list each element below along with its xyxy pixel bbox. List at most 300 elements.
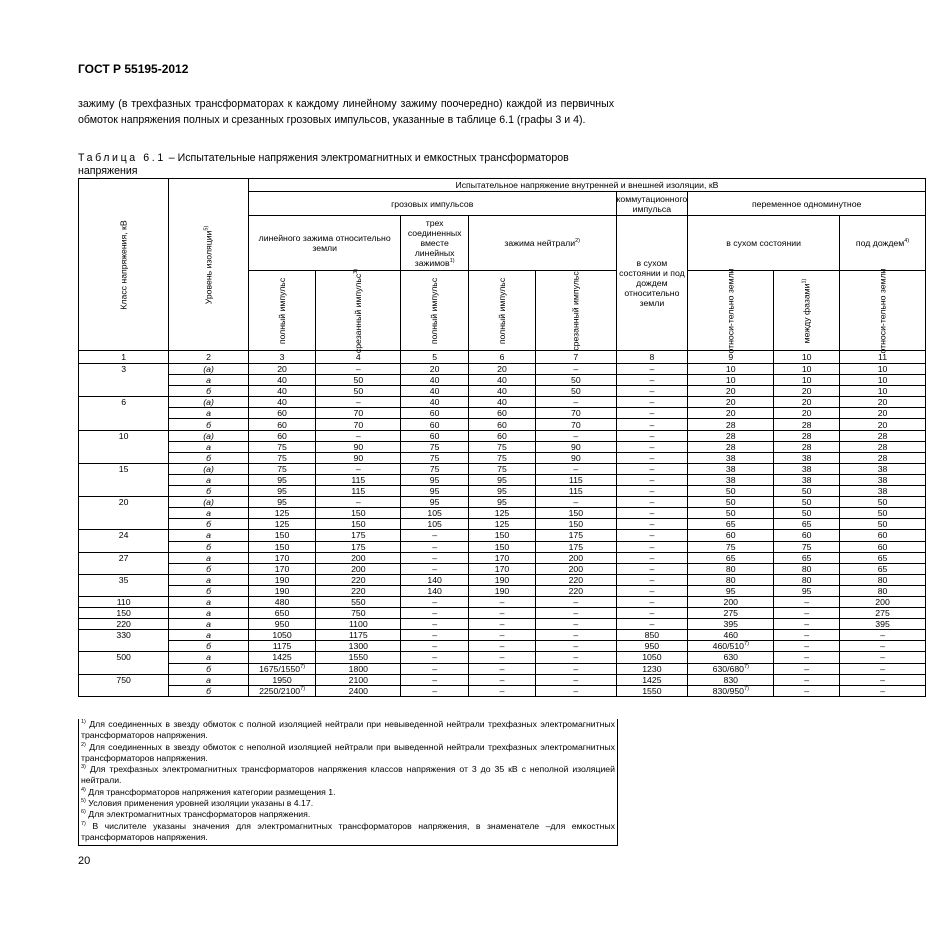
voltage-class-cell: 6 (79, 397, 169, 430)
value-cell: 70 (316, 419, 401, 430)
value-cell: 40 (248, 375, 315, 386)
value-cell: 1425 (616, 674, 688, 685)
document-header: ГОСТ Р 55195-2012 (78, 62, 189, 76)
column-number: 5 (401, 351, 468, 364)
value-cell: 950 (248, 619, 315, 630)
table-row (79, 663, 926, 674)
value-cell: 175 (316, 541, 401, 552)
value-cell: – (774, 674, 840, 685)
header-full-impulse: полный импульс (468, 271, 535, 351)
table-body (79, 351, 926, 697)
voltage-class-cell: 750 (79, 674, 169, 696)
column-number: 3 (248, 351, 315, 364)
value-cell: – (468, 608, 535, 619)
header-three-terminals: трех соединенных вместе линейных зажимов$^{1)}$ (401, 216, 468, 271)
value-cell: 170 (468, 552, 535, 563)
value-cell: 60 (248, 408, 315, 419)
insulation-level-cell: б (169, 419, 249, 430)
value-cell: 190 (468, 585, 535, 596)
value-cell: 80 (840, 585, 926, 596)
value-cell: 95 (248, 474, 315, 485)
value-cell: 275 (688, 608, 774, 619)
value-cell: 950 (616, 641, 688, 652)
table-row (79, 685, 926, 696)
header-dry: в сухом состоянии (688, 216, 840, 271)
value-cell: 20 (688, 386, 774, 397)
value-cell: 40 (401, 386, 468, 397)
value-cell: 80 (688, 574, 774, 585)
value-cell: 28 (840, 441, 926, 452)
table-row (79, 574, 926, 585)
insulation-level-cell: а (169, 652, 249, 663)
footnote: $^{4)}$ Для трансформаторов напряжения категории размещения 1. (81, 786, 336, 797)
value-cell: 170 (248, 563, 315, 574)
insulation-level-cell: а (169, 474, 249, 485)
value-cell: – (774, 619, 840, 630)
value-cell: 65 (840, 563, 926, 574)
value-cell: 95 (468, 486, 535, 497)
value-cell: – (401, 685, 468, 696)
value-cell: 460 (688, 630, 774, 641)
value-cell: 1675/1550$^{7)}$ (248, 663, 315, 674)
value-cell: – (840, 663, 926, 674)
value-cell: 10 (840, 375, 926, 386)
value-cell: 175 (536, 530, 616, 541)
value-cell: – (468, 652, 535, 663)
value-cell: 38 (840, 486, 926, 497)
table-row (79, 585, 926, 596)
value-cell: 95 (248, 497, 315, 508)
test-voltage-table (78, 178, 926, 697)
value-cell: – (536, 608, 616, 619)
value-cell: 170 (468, 563, 535, 574)
value-cell: 20 (401, 364, 468, 375)
voltage-class-cell: 3 (79, 364, 169, 397)
value-cell: 50 (840, 508, 926, 519)
value-cell: 190 (248, 574, 315, 585)
value-cell: – (616, 497, 688, 508)
value-cell: 150 (536, 519, 616, 530)
table-row (79, 619, 926, 630)
table-row (79, 541, 926, 552)
value-cell: 125 (468, 508, 535, 519)
insulation-level-cell: б (169, 663, 249, 674)
table-row (79, 397, 926, 408)
value-cell: 220 (536, 585, 616, 596)
value-cell: 28 (688, 441, 774, 452)
insulation-level-cell: (а) (169, 430, 249, 441)
value-cell: 38 (774, 452, 840, 463)
value-cell: 65 (688, 519, 774, 530)
value-cell: 850 (616, 630, 688, 641)
value-cell: 40 (248, 397, 315, 408)
column-number: 9 (688, 351, 774, 364)
value-cell: 28 (774, 441, 840, 452)
value-cell: – (840, 641, 926, 652)
value-cell: 95 (468, 497, 535, 508)
value-cell: 70 (316, 408, 401, 419)
insulation-level-cell: б (169, 519, 249, 530)
value-cell: 150 (468, 530, 535, 541)
footnote: $^{6)}$ Для электромагнитных трансформаторов напряжения. (81, 809, 311, 820)
value-cell: – (316, 397, 401, 408)
value-cell: – (536, 663, 616, 674)
value-cell: 105 (401, 519, 468, 530)
value-cell: 20 (468, 364, 535, 375)
value-cell: – (616, 364, 688, 375)
value-cell: 75 (774, 541, 840, 552)
value-cell: 2100 (316, 674, 401, 685)
value-cell: – (536, 630, 616, 641)
value-cell: 10 (688, 364, 774, 375)
value-cell: 1175 (316, 630, 401, 641)
insulation-level-cell: а (169, 574, 249, 585)
value-cell: 38 (774, 463, 840, 474)
voltage-class-cell: 24 (79, 530, 169, 552)
column-number: 2 (169, 351, 249, 364)
column-number: 7 (536, 351, 616, 364)
value-cell: 10 (774, 364, 840, 375)
column-number-row (79, 351, 926, 364)
value-cell: – (468, 685, 535, 696)
header-between-phases: между фазами$^{1)}$ (774, 271, 840, 351)
value-cell: 20 (840, 419, 926, 430)
value-cell: – (401, 530, 468, 541)
value-cell: 38 (840, 474, 926, 485)
value-cell: 28 (840, 430, 926, 441)
value-cell: 50 (774, 486, 840, 497)
value-cell: 50 (316, 386, 401, 397)
value-cell: 190 (248, 585, 315, 596)
value-cell: 105 (401, 508, 468, 519)
insulation-level-cell: а (169, 552, 249, 563)
insulation-level-cell: б (169, 585, 249, 596)
value-cell: 140 (401, 574, 468, 585)
value-cell: 95 (688, 585, 774, 596)
value-cell: 1230 (616, 663, 688, 674)
value-cell: – (616, 574, 688, 585)
value-cell: – (316, 497, 401, 508)
table-row (79, 386, 926, 397)
value-cell: 50 (536, 386, 616, 397)
value-cell: 90 (316, 441, 401, 452)
footnote: $^{7)}$ В числителе указаны значения для электромагнитных трансформаторов напряжения, в знаменателе –для емкостных трансформаторов напряжения. (81, 820, 615, 842)
value-cell: 75 (248, 441, 315, 452)
value-cell: 95 (774, 585, 840, 596)
value-cell: 60 (688, 530, 774, 541)
value-cell: 60 (468, 419, 535, 430)
insulation-level-cell: а (169, 441, 249, 452)
value-cell: 1050 (248, 630, 315, 641)
insulation-level-cell: а (169, 596, 249, 607)
value-cell: – (316, 463, 401, 474)
header-full-impulse: полный импульс (401, 271, 468, 351)
value-cell: – (616, 452, 688, 463)
value-cell: – (616, 486, 688, 497)
value-cell: 20 (774, 386, 840, 397)
value-cell: – (536, 674, 616, 685)
column-number: 6 (468, 351, 535, 364)
column-number: 8 (616, 351, 688, 364)
value-cell: 220 (536, 574, 616, 585)
value-cell: – (616, 519, 688, 530)
value-cell: – (616, 419, 688, 430)
value-cell: 115 (316, 486, 401, 497)
value-cell: 60 (401, 408, 468, 419)
value-cell: 50 (688, 508, 774, 519)
value-cell: 60 (401, 419, 468, 430)
value-cell: 75 (248, 452, 315, 463)
value-cell: 10 (774, 375, 840, 386)
value-cell: 550 (316, 596, 401, 607)
table-row (79, 630, 926, 641)
value-cell: 28 (688, 430, 774, 441)
value-cell: – (468, 596, 535, 607)
value-cell: – (616, 408, 688, 419)
value-cell: 20 (774, 397, 840, 408)
value-cell: 150 (248, 530, 315, 541)
table-row (79, 497, 926, 508)
value-cell: 95 (468, 474, 535, 485)
value-cell: 115 (316, 474, 401, 485)
value-cell: – (536, 364, 616, 375)
header-rain: под дождем$^{4)}$ (840, 216, 926, 271)
value-cell: 50 (316, 375, 401, 386)
table-row (79, 674, 926, 685)
table-row (79, 608, 926, 619)
value-cell: – (536, 596, 616, 607)
insulation-level-cell: а (169, 619, 249, 630)
intro-paragraph: зажиму (в трехфазных трансформаторах к каждому линейному зажиму поочередно) каждой из первичных обмоток напряжения полных и срезанных грозовых импульсов, указанные в таблице 6.1 (графы 3 и 4). (78, 98, 614, 126)
value-cell: 75 (468, 452, 535, 463)
value-cell: – (401, 552, 468, 563)
header-linear-terminal: линейного зажима относительно земли (248, 216, 401, 271)
value-cell: – (536, 497, 616, 508)
value-cell: 38 (688, 474, 774, 485)
insulation-level-cell: б (169, 641, 249, 652)
value-cell: – (616, 541, 688, 552)
value-cell: 20 (840, 397, 926, 408)
value-cell: – (468, 674, 535, 685)
value-cell: 650 (248, 608, 315, 619)
value-cell: 20 (688, 397, 774, 408)
value-cell: 200 (840, 596, 926, 607)
value-cell: – (401, 641, 468, 652)
insulation-level-cell: (а) (169, 497, 249, 508)
header-lightning: грозовых импульсов (248, 192, 616, 216)
value-cell: 200 (688, 596, 774, 607)
value-cell: 60 (401, 430, 468, 441)
value-cell: 38 (688, 463, 774, 474)
insulation-level-cell: а (169, 630, 249, 641)
value-cell: 1550 (316, 652, 401, 663)
value-cell: – (401, 541, 468, 552)
table-notes (78, 719, 618, 846)
value-cell: 40 (401, 375, 468, 386)
value-cell: 75 (468, 463, 535, 474)
value-cell: – (616, 608, 688, 619)
value-cell: – (401, 596, 468, 607)
value-cell: – (840, 674, 926, 685)
value-cell: 200 (316, 552, 401, 563)
value-cell: 480 (248, 596, 315, 607)
table-row (79, 508, 926, 519)
value-cell: 80 (774, 574, 840, 585)
header-relative-to-ground: относи-тельно земли (688, 271, 774, 351)
value-cell: 125 (468, 519, 535, 530)
value-cell: – (616, 585, 688, 596)
value-cell: 38 (840, 463, 926, 474)
table-row (79, 641, 926, 652)
value-cell: 75 (401, 452, 468, 463)
value-cell: 175 (536, 541, 616, 552)
value-cell: 630/680$^{7)}$ (688, 663, 774, 674)
value-cell: – (468, 630, 535, 641)
value-cell: – (616, 430, 688, 441)
table-row (79, 474, 926, 485)
value-cell: – (316, 364, 401, 375)
value-cell: 20 (688, 408, 774, 419)
value-cell: 200 (316, 563, 401, 574)
voltage-class-cell: 150 (79, 608, 169, 619)
value-cell: – (536, 685, 616, 696)
footnote: $^{2)}$ Для соединенных в звезду обмоток с неполной изоляцией нейтрали при выведенной нейтрали трехфазных электромагнитных трансформаторов напряжения. (81, 741, 615, 763)
value-cell: 115 (536, 486, 616, 497)
value-cell: 20 (248, 364, 315, 375)
table-row (79, 552, 926, 563)
value-cell: – (468, 619, 535, 630)
header-neutral-terminal: зажима нейтрали$^{2)}$ (468, 216, 616, 271)
footnote: $^{1)}$ Для соединенных в звезду обмоток с полной изоляцией нейтрали при невыведенной нейтрали трехфазных электромагнитных трансформаторов напряжения. (81, 719, 615, 741)
table-row (79, 364, 926, 375)
value-cell: – (840, 630, 926, 641)
insulation-level-cell: б (169, 685, 249, 696)
value-cell: – (401, 630, 468, 641)
value-cell: 10 (840, 386, 926, 397)
header-relative-to-ground: относи-тельно земли (840, 271, 926, 351)
value-cell: 40 (468, 397, 535, 408)
header-test-voltage: Испытательное напряжение внутренней и внешней изоляции, кВ (248, 179, 925, 192)
value-cell: 75 (401, 441, 468, 452)
value-cell: 38 (774, 474, 840, 485)
value-cell: 65 (774, 552, 840, 563)
header-ac: переменное одноминутное (688, 192, 926, 216)
table-row (79, 441, 926, 452)
value-cell: 10 (840, 364, 926, 375)
value-cell: 150 (536, 508, 616, 519)
value-cell: 20 (840, 408, 926, 419)
value-cell: – (536, 641, 616, 652)
value-cell: 20 (774, 408, 840, 419)
value-cell: – (536, 430, 616, 441)
table-row (79, 563, 926, 574)
value-cell: 75 (401, 463, 468, 474)
value-cell: 750 (316, 608, 401, 619)
voltage-class-cell: 330 (79, 630, 169, 652)
value-cell: 150 (248, 541, 315, 552)
value-cell: 65 (774, 519, 840, 530)
value-cell: 2400 (316, 685, 401, 696)
value-cell: 150 (316, 508, 401, 519)
value-cell: 75 (468, 441, 535, 452)
value-cell: 90 (316, 452, 401, 463)
column-number: 11 (840, 351, 926, 364)
value-cell: 1300 (316, 641, 401, 652)
value-cell: – (774, 685, 840, 696)
voltage-class-cell: 110 (79, 596, 169, 607)
value-cell: – (616, 441, 688, 452)
value-cell: 70 (536, 408, 616, 419)
page-number: 20 (78, 855, 91, 867)
insulation-level-cell: а (169, 608, 249, 619)
value-cell: – (401, 652, 468, 663)
value-cell: – (536, 652, 616, 663)
value-cell: – (774, 652, 840, 663)
value-cell: 90 (536, 441, 616, 452)
insulation-level-cell: (а) (169, 364, 249, 375)
value-cell: 125 (248, 508, 315, 519)
value-cell: 200 (536, 552, 616, 563)
value-cell: 460/510$^{7)}$ (688, 641, 774, 652)
value-cell: 220 (316, 574, 401, 585)
value-cell: – (616, 375, 688, 386)
table-caption (78, 152, 614, 178)
value-cell: 95 (401, 486, 468, 497)
voltage-class-cell: 220 (79, 619, 169, 630)
insulation-level-cell: а (169, 508, 249, 519)
value-cell: 830/950$^{7)}$ (688, 685, 774, 696)
value-cell: 2250/2100$^{7)}$ (248, 685, 315, 696)
insulation-level-cell: б (169, 486, 249, 497)
value-cell: 60 (468, 408, 535, 419)
value-cell: 140 (401, 585, 468, 596)
value-cell: 40 (468, 386, 535, 397)
value-cell: – (401, 619, 468, 630)
voltage-class-cell: 10 (79, 430, 169, 463)
value-cell: – (468, 641, 535, 652)
value-cell: – (616, 552, 688, 563)
value-cell: 75 (248, 463, 315, 474)
value-cell: – (616, 530, 688, 541)
header-insulation-level: Уровень изоляции$^{5)}$ (169, 179, 249, 351)
value-cell: 170 (248, 552, 315, 563)
table-row (79, 652, 926, 663)
insulation-level-cell: а (169, 674, 249, 685)
value-cell: 28 (774, 419, 840, 430)
value-cell: 60 (840, 541, 926, 552)
value-cell: 40 (401, 397, 468, 408)
value-cell: 50 (536, 375, 616, 386)
insulation-level-cell: а (169, 530, 249, 541)
caption-text: – Испытательные напряжения электромагнитных и емкостных трансформаторов напряжения (78, 152, 569, 177)
value-cell: 60 (248, 430, 315, 441)
table-row (79, 430, 926, 441)
voltage-class-cell: 27 (79, 552, 169, 574)
table-row (79, 486, 926, 497)
insulation-level-cell: б (169, 386, 249, 397)
value-cell: – (401, 663, 468, 674)
value-cell: 60 (468, 430, 535, 441)
header-voltage-class: Класс напряжения, кВ (79, 179, 169, 351)
table-row (79, 519, 926, 530)
value-cell: – (536, 619, 616, 630)
insulation-level-cell: б (169, 541, 249, 552)
value-cell: 95 (401, 497, 468, 508)
value-cell: 70 (536, 419, 616, 430)
value-cell: 75 (688, 541, 774, 552)
voltage-class-cell: 500 (79, 652, 169, 674)
value-cell: 80 (774, 563, 840, 574)
